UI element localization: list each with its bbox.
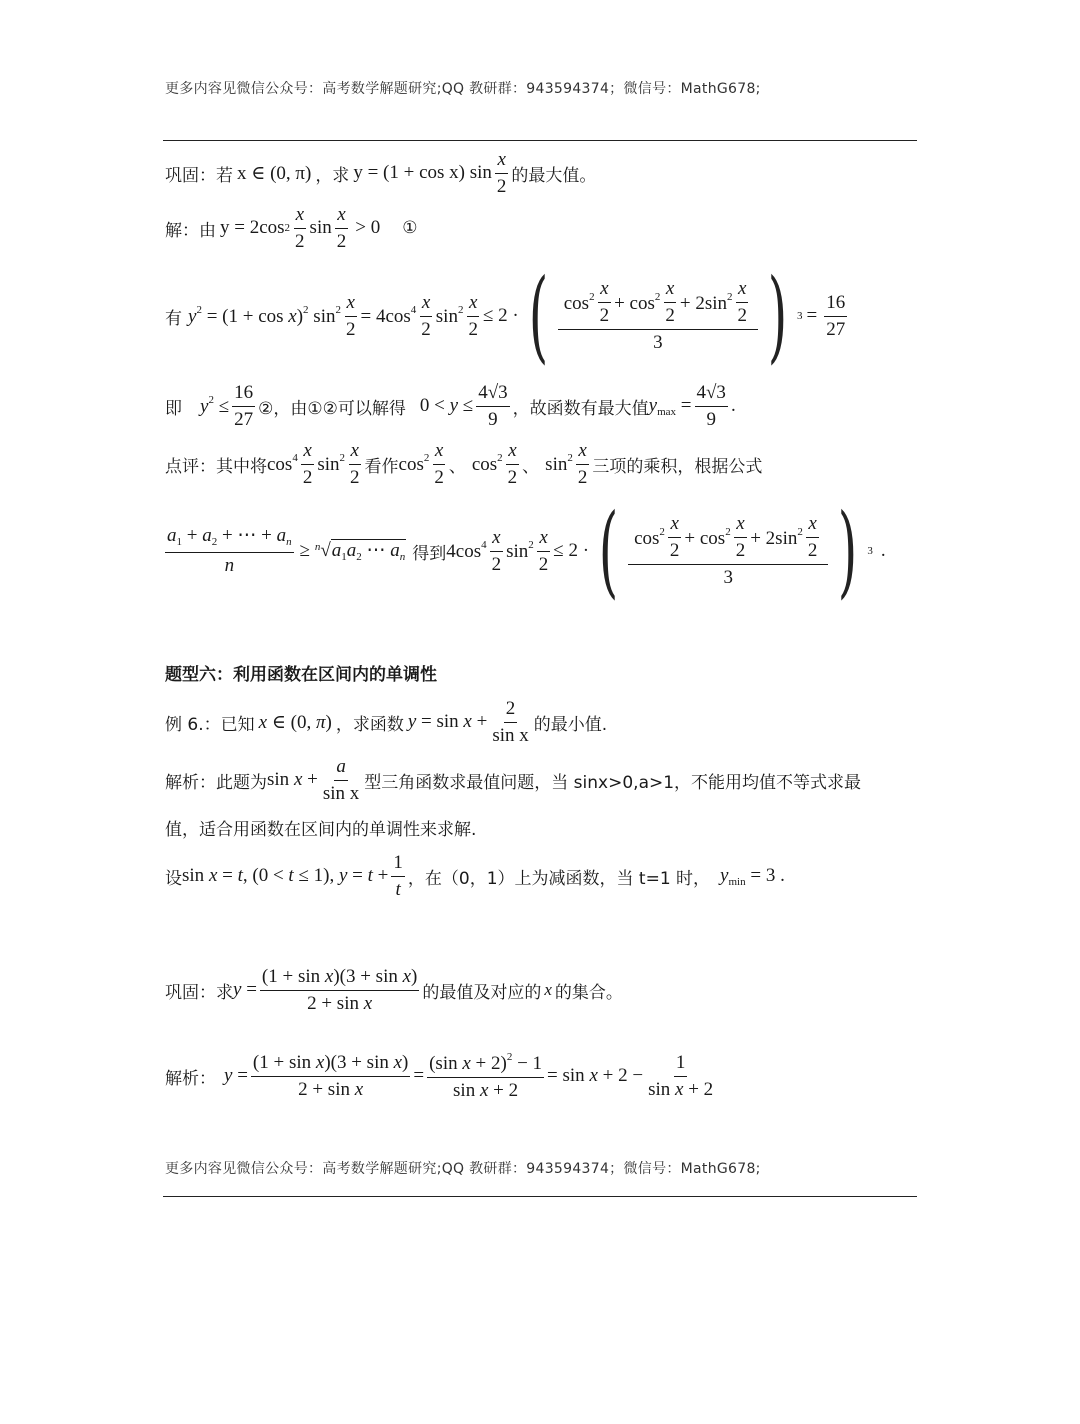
label: 即 (165, 398, 182, 419)
big-parenthesis: ( $\cos^2$ $\frac{x}{2}$ + $\cos^2$ $\frac{x}{2}$ + $2\sin^2$ $\frac{x}{2}$ 3 ) 3 (598, 492, 873, 609)
text: 得到 (412, 543, 447, 564)
label: 解析：此题为 (165, 772, 267, 793)
text: 的最小值. (533, 714, 608, 735)
comment-line-2: $\frac{a_1 + a_2 + \cdots + a_n}{n}$ ≥ $^n√a_1a_2$ ⋯ $a_n$ 得到 $4\cos^4$ $\frac{x}{2}$ $\sin^2$ $\frac{x}{2}$ ≤ 2 · ( $\cos^2$ $\frac{x}{2}$ + $\cos^2$ $\frac{x}{2}$ + $2\sin^2$ $\frac{x}{2}$ 3 ) 3 . (167, 492, 886, 609)
section-title: 题型六：利用函数在区间内的单调性 (165, 664, 437, 685)
text: ，求函数 (335, 714, 404, 735)
label: 解析： (165, 1068, 216, 1089)
inequality: > 0 (355, 217, 381, 238)
circle-mark: ① (402, 218, 418, 238)
consolidation-1 (165, 150, 596, 196)
sin: sin (309, 217, 332, 238)
label: 例 6.：已知 (165, 714, 255, 735)
header-rule (163, 140, 917, 141)
solution-1-line-3: 即 $y^2$ ≤ $\frac{16}{27}$ ②，由①②可以解得 0 < y ≤ $\frac{4√3}{9}$ ，故函数有最大值 $y_{max}$ = $\frac{4√3}{9}$ . (165, 381, 736, 430)
label: 巩固：求 (165, 982, 233, 1003)
expression: y = 2cos (220, 217, 285, 238)
label: 解：由 (165, 220, 216, 241)
analysis-6-line-3: 设 sin x = t, (0 < t ≤ 1), y = t + $\frac{1}{t}$ ，在（0，1）上为减函数，当 t=1 时， $y_{min} = 3$ . (165, 851, 785, 900)
label: 巩固：若 (165, 165, 233, 186)
text: 看作 (364, 456, 399, 477)
example-6: 例 6.：已知 x ∈ (0, π) ，求函数 y = sin x + $\frac{2}{\text{sin x}}$ 的最小值. (165, 697, 608, 746)
page-header: 更多内容见微信公众号：高考数学解题研究;QQ 教研群：943594374；微信号：MathG678; (165, 81, 761, 97)
solution-1-line-1: 解：由 y = 2cos 2 $\frac{x}{2}$ sin $\frac{x}{2}$ > 0 ① (165, 203, 418, 252)
expression: y = (1 + cos x) sin (353, 162, 492, 183)
solution-1-line-2: 有 $y^2 = (1 + \cos x)^2$ $\sin^2$ $\frac{x}{2}$ = $4\cos^4$ $\frac{x}{2}$ $\sin^2$ $\frac{x}{2}$ ≤ 2 · ( $\cos^2$ $\frac{x}{2}$ + $\cos^2$ $\frac{x}{2}$ + $2\sin^2$ $\frac{x}{2}$ 3 ) 3 = $\frac{16}{27}$ (165, 257, 846, 374)
fraction: $\frac{x}{2}$ (295, 203, 305, 252)
big-parenthesis: ( $\cos^2$ $\frac{x}{2}$ + $\cos^2$ $\frac{x}{2}$ + $2\sin^2$ $\frac{x}{2}$ 3 ) 3 (528, 257, 803, 374)
text: ，故函数有最大值 (512, 398, 649, 419)
text: ，在（0，1）上为减函数，当 t=1 时， (407, 868, 711, 889)
label: 设 (165, 868, 182, 889)
text: ，求 (315, 165, 350, 186)
label: 点评：其中将 (165, 456, 267, 477)
page-footer: 更多内容见微信公众号：高考数学解题研究;QQ 教研群：943594374；微信号：MathG678; (165, 1161, 761, 1177)
text: 的集合。 (554, 982, 623, 1003)
fraction: $\frac{x}{2}$ (336, 203, 347, 252)
fraction-x-over-2: $\frac{x}{2}$ (496, 148, 507, 197)
label: 有 (165, 308, 182, 329)
consolidation-2: 巩固：求 y = $\frac{\text{(1 + sin x)(3 + sin x)}}{\text{2 + sin x}}$ 的最值及对应的 x 的集合。 (165, 965, 623, 1014)
footer-rule (163, 1196, 917, 1197)
text: ②，由①②可以解得 (258, 398, 406, 419)
analysis-6-line-1: 解析：此题为 sin x + $\frac{a}{\text{sin x}}$ 型三角函数求最值问题，当 sinx>0,a>1，不能用均值不等式求最 (165, 755, 862, 804)
text: 的最大值。 (511, 165, 597, 186)
text: 三项的乘积，根据公式 (592, 456, 763, 477)
comment-line-1: 点评：其中将 $\cos^4$ $\frac{x}{2}$ $\sin^2$ $\frac{x}{2}$ 看作 $\cos^2$ $\frac{x}{2}$ 、 $\cos^2$ $\frac{x}{2}$ 、 $\sin^2$ $\frac{x}{2}$ 三项的乘积，根据公式 (165, 439, 763, 488)
text: 型三角函数求最值问题，当 sinx>0,a>1，不能用均值不等式求最 (364, 772, 862, 793)
analysis-consolidation-2: 解析： y = $\frac{\text{(1 + sin x)(3 + sin x)}}{\text{2 + sin x}}$ = $\frac{(\sin x + 2)^2 - 1}{\text{sin x + 2}}$ = sin x + 2 − $\frac{1}{\text{sin x + 2}}$ (165, 1050, 714, 1101)
text: 的最值及对应的 (422, 982, 542, 1003)
condition: x ∈ (0, π) (237, 162, 312, 184)
analysis-6-line-2: 值，适合用函数在区间内的单调性来求解. (165, 819, 477, 840)
